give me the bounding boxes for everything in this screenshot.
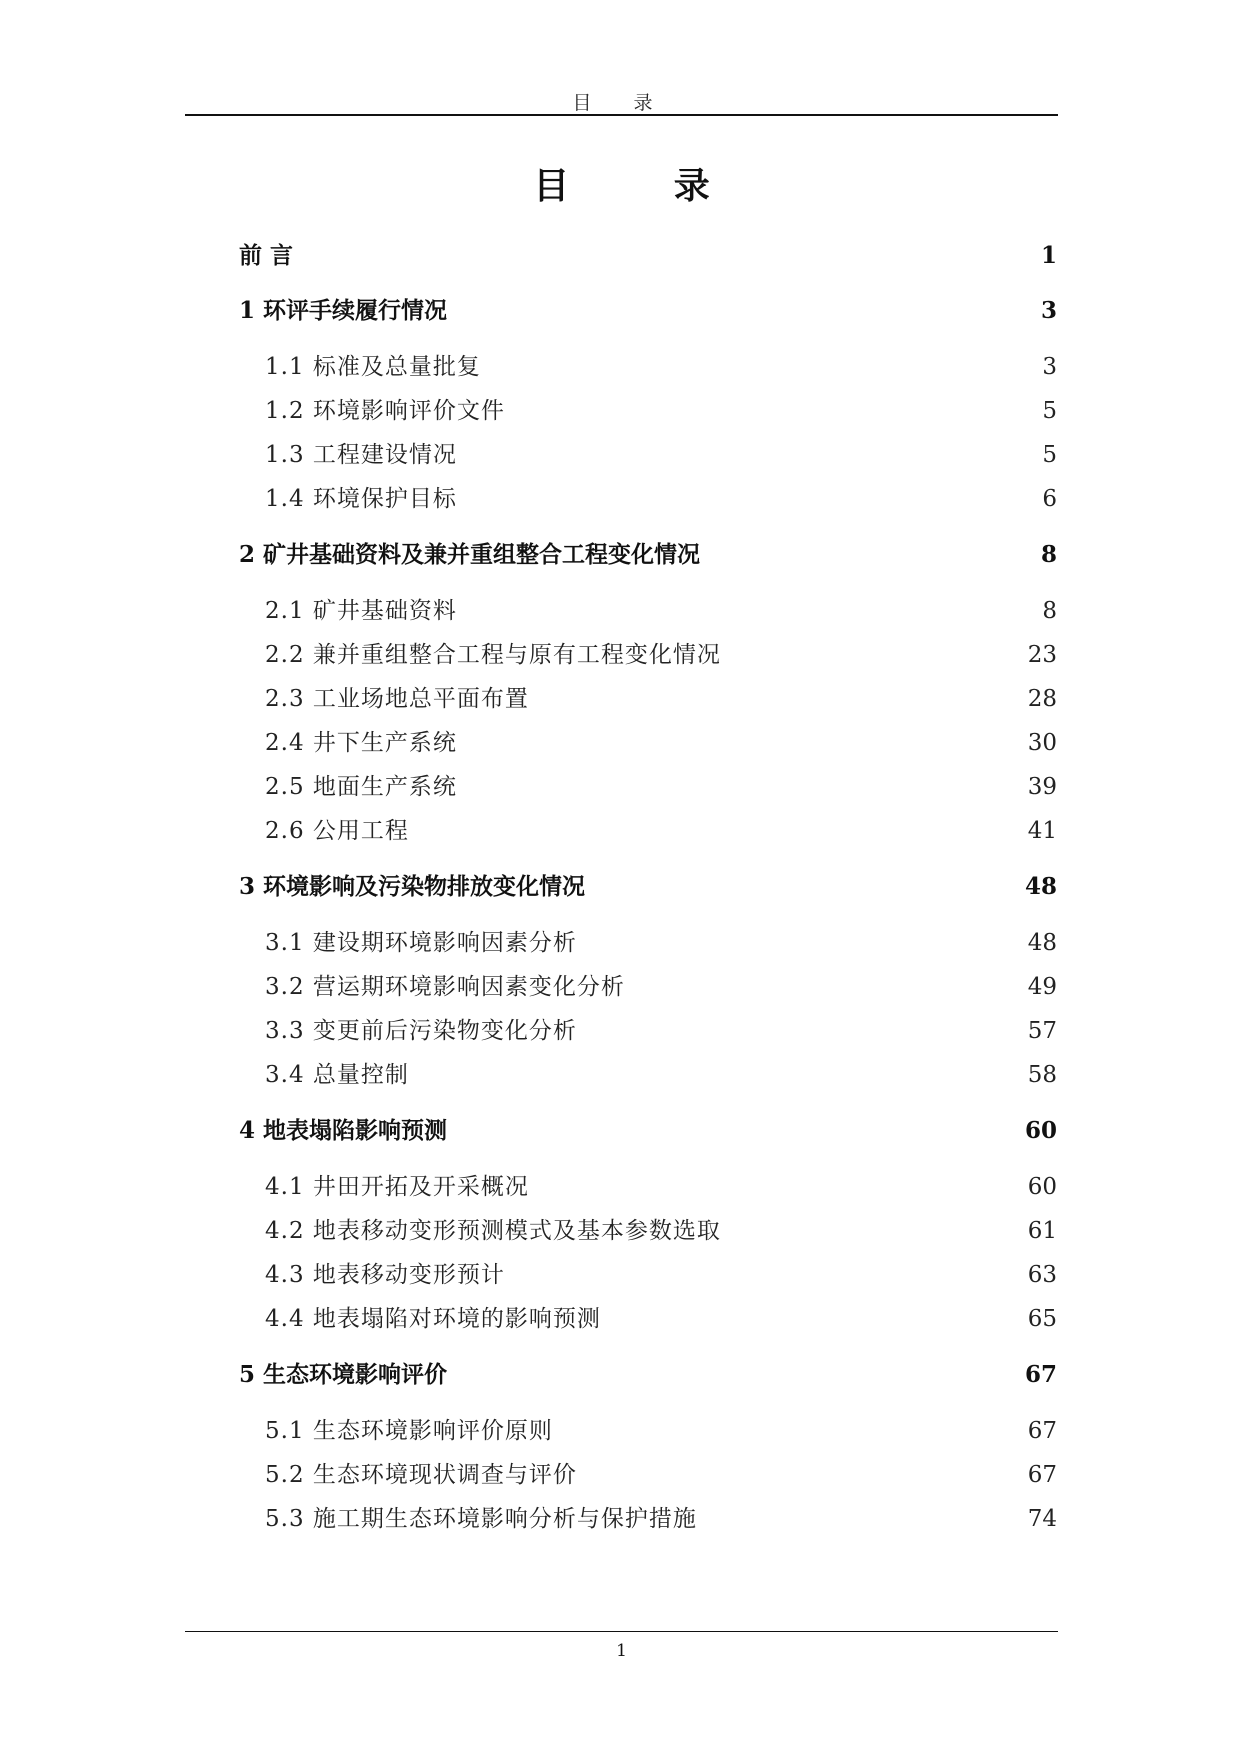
toc-section-entry[interactable] bbox=[265, 482, 1057, 516]
toc-entry-page: 58 bbox=[1027, 1062, 1057, 1088]
toc-chapter-entry[interactable] bbox=[239, 1358, 1057, 1392]
toc-entry-page: 30 bbox=[1027, 730, 1057, 756]
toc-entry-page: 65 bbox=[1027, 1306, 1057, 1332]
toc-entry-label: 3 环境影响及污染物排放变化情况 bbox=[239, 873, 586, 900]
running-header: 目 录 bbox=[572, 92, 671, 114]
toc-section-entry[interactable] bbox=[265, 1058, 1057, 1092]
toc-entry-label: 2.6 公用工程 bbox=[265, 818, 409, 844]
toc-entry-page: 3 bbox=[1040, 297, 1057, 324]
toc-entry-label: 2.3 工业场地总平面布置 bbox=[265, 686, 529, 712]
toc-entry-page: 8 bbox=[1042, 598, 1057, 624]
toc-entry-page: 67 bbox=[1027, 1462, 1057, 1488]
toc-entry-label: 5.1 生态环境影响评价原则 bbox=[265, 1418, 553, 1444]
toc-chapter-entry[interactable] bbox=[239, 239, 1057, 273]
toc-entry-page: 57 bbox=[1027, 1018, 1057, 1044]
toc-section-entry[interactable] bbox=[265, 438, 1057, 472]
toc-entry-label: 2 矿井基础资料及兼并重组整合工程变化情况 bbox=[239, 541, 701, 568]
toc-entry-label: 3.2 营运期环境影响因素变化分析 bbox=[265, 974, 625, 1000]
toc-entry-page: 41 bbox=[1027, 818, 1057, 844]
toc-section-entry[interactable] bbox=[265, 814, 1057, 848]
toc-section-entry[interactable] bbox=[265, 1170, 1057, 1204]
toc-chapter-entry[interactable] bbox=[239, 870, 1057, 904]
toc-entry-label: 4.4 地表塌陷对环境的影响预测 bbox=[265, 1306, 601, 1332]
toc-section-entry[interactable] bbox=[265, 1214, 1057, 1248]
toc-entry-label: 2.1 矿井基础资料 bbox=[265, 598, 457, 624]
toc-entry-label: 1.3 工程建设情况 bbox=[265, 442, 457, 468]
toc-entry-page: 8 bbox=[1040, 541, 1057, 568]
toc-entry-page: 60 bbox=[1024, 1117, 1057, 1144]
footer-rule bbox=[185, 1631, 1058, 1632]
toc-entry-label: 3.1 建设期环境影响因素分析 bbox=[265, 930, 577, 956]
toc-entry-label: 3.3 变更前后污染物变化分析 bbox=[265, 1018, 577, 1044]
toc-chapter-entry[interactable] bbox=[239, 538, 1057, 572]
toc-entry-label: 2.2 兼并重组整合工程与原有工程变化情况 bbox=[265, 642, 721, 668]
toc-entry-page: 61 bbox=[1027, 1218, 1057, 1244]
toc-section-entry[interactable] bbox=[265, 1458, 1057, 1492]
toc-entry-page: 74 bbox=[1027, 1506, 1057, 1532]
toc-entry-page: 48 bbox=[1024, 873, 1057, 900]
toc-entry-page: 6 bbox=[1042, 486, 1057, 512]
toc-entry-page: 67 bbox=[1024, 1361, 1057, 1388]
toc-entry-label: 2.4 井下生产系统 bbox=[265, 730, 457, 756]
toc-section-entry[interactable] bbox=[265, 970, 1057, 1004]
toc-entry-label: 4.3 地表移动变形预计 bbox=[265, 1262, 505, 1288]
toc-entry-label: 2.5 地面生产系统 bbox=[265, 774, 457, 800]
toc-section-entry[interactable] bbox=[265, 726, 1057, 760]
toc-entry-page: 5 bbox=[1042, 442, 1057, 468]
toc-entry-label: 1.2 环境影响评价文件 bbox=[265, 398, 505, 424]
toc-section-entry[interactable] bbox=[265, 394, 1057, 428]
toc-entry-label: 4.1 井田开拓及开采概况 bbox=[265, 1174, 529, 1200]
toc-section-entry[interactable] bbox=[265, 770, 1057, 804]
toc-section-entry[interactable] bbox=[265, 682, 1057, 716]
toc-entry-page: 5 bbox=[1042, 398, 1057, 424]
toc-entry-page: 3 bbox=[1042, 354, 1057, 380]
toc-entry-label: 1.4 环境保护目标 bbox=[265, 486, 457, 512]
toc-section-entry[interactable] bbox=[265, 1014, 1057, 1048]
toc-entry-label: 1 环评手续履行情况 bbox=[239, 297, 448, 324]
toc-chapter-entry[interactable] bbox=[239, 294, 1057, 328]
toc-section-entry[interactable] bbox=[265, 594, 1057, 628]
toc-section-entry[interactable] bbox=[265, 350, 1057, 384]
toc-entry-label: 4 地表塌陷影响预测 bbox=[239, 1117, 448, 1144]
toc-entry-page: 63 bbox=[1027, 1262, 1057, 1288]
toc-entry-page: 28 bbox=[1027, 686, 1057, 712]
header-rule bbox=[185, 114, 1058, 116]
toc-chapter-entry[interactable] bbox=[239, 1114, 1057, 1148]
toc-section-entry[interactable] bbox=[265, 926, 1057, 960]
toc-entry-label: 3.4 总量控制 bbox=[265, 1062, 409, 1088]
toc-entry-page: 23 bbox=[1027, 642, 1057, 668]
toc-section-entry[interactable] bbox=[265, 1502, 1057, 1536]
toc-entry-page: 1 bbox=[1040, 242, 1057, 269]
toc-entry-label: 5.3 施工期生态环境影响分析与保护措施 bbox=[265, 1506, 697, 1532]
page-number: 1 bbox=[616, 1641, 627, 1661]
toc-entry-page: 49 bbox=[1027, 974, 1057, 1000]
toc-entry-page: 67 bbox=[1027, 1418, 1057, 1444]
toc-entry-page: 60 bbox=[1027, 1174, 1057, 1200]
toc-section-entry[interactable] bbox=[265, 638, 1057, 672]
toc-title: 目 录 bbox=[533, 165, 756, 207]
toc-entry-page: 48 bbox=[1027, 930, 1057, 956]
toc-entry-label: 4.2 地表移动变形预测模式及基本参数选取 bbox=[265, 1218, 721, 1244]
toc-entry-label: 5.2 生态环境现状调查与评价 bbox=[265, 1462, 577, 1488]
toc-section-entry[interactable] bbox=[265, 1258, 1057, 1292]
toc-entry-page: 39 bbox=[1027, 774, 1057, 800]
toc-entry-label: 5 生态环境影响评价 bbox=[239, 1361, 448, 1388]
toc-section-entry[interactable] bbox=[265, 1302, 1057, 1336]
toc-section-entry[interactable] bbox=[265, 1414, 1057, 1448]
toc-entry-label: 前 言 bbox=[239, 242, 294, 269]
toc-entry-label: 1.1 标准及总量批复 bbox=[265, 354, 481, 380]
